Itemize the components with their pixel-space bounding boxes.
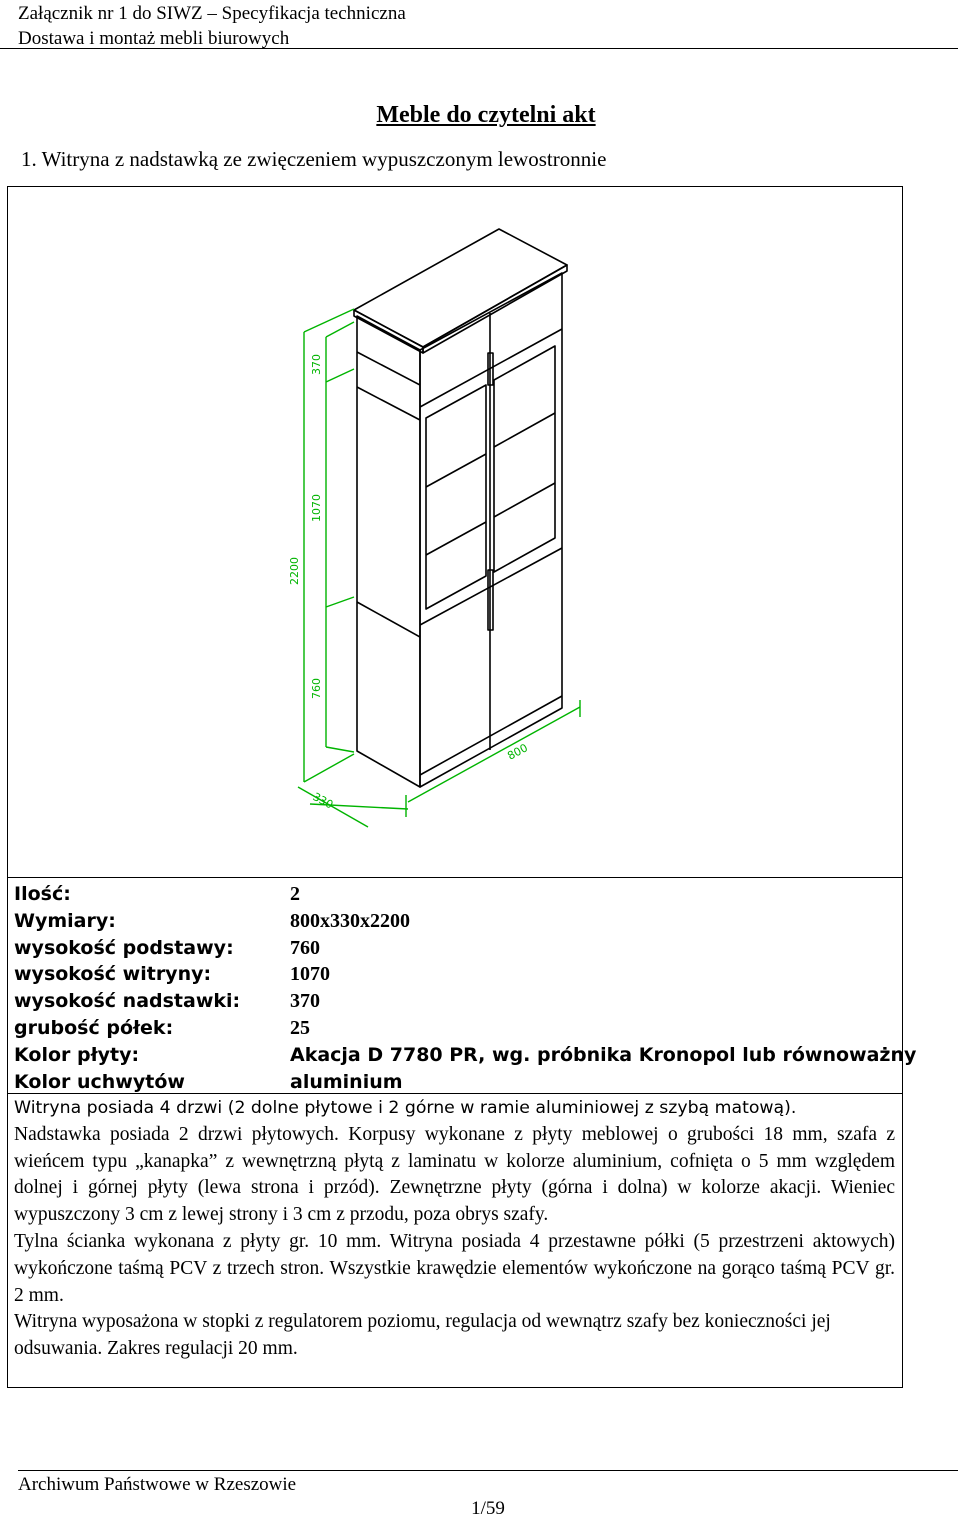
spec-value: 2 xyxy=(290,883,300,905)
header-rule xyxy=(0,48,958,49)
description-paragraph: Witryna wyposażona w stopki z regulatorem poziomu, regulacja od wewnątrz szafy bez konieczności jej odsuwania. Zakres regulacji 20 mm. xyxy=(14,1311,831,1360)
dim-label-base: 760 xyxy=(310,678,323,699)
cabinet-left-side xyxy=(357,316,420,787)
dim-label-extension: 370 xyxy=(310,354,323,375)
dim-label-depth: 330 xyxy=(310,790,336,812)
spec-value: 800x330x2200 xyxy=(290,909,410,932)
page-number: 1/59 xyxy=(471,1498,505,1519)
spec-label: wysokość podstawy: xyxy=(14,936,234,959)
drawing-separator xyxy=(8,877,902,878)
dim-label-width: 800 xyxy=(505,741,530,763)
header-line-2: Dostawa i montaż mebli biurowych xyxy=(18,28,290,49)
dim-label-total-height: 2200 xyxy=(288,557,301,585)
spec-value: 370 xyxy=(290,990,320,1013)
spec-table xyxy=(7,186,917,1388)
spec-value: 1070 xyxy=(290,963,330,986)
spec-value: Akacja D 7780 PR, wg. próbnika Kronopol lub równoważny xyxy=(290,1043,917,1066)
spec-label: Kolor płyty: xyxy=(14,1043,140,1066)
spec-label: wysokość nadstawki: xyxy=(14,990,241,1013)
description-paragraph: Witryna posiada 4 drzwi (2 dolne płytowe i 2 górne w ramie aluminiowej z szybą matową). xyxy=(14,1098,797,1118)
technical-drawing xyxy=(8,187,902,877)
footer-rule xyxy=(18,1470,958,1471)
spec-label: Kolor uchwytów xyxy=(14,1070,185,1093)
spec-label: Ilość: xyxy=(14,883,71,905)
footer-archive: Archiwum Państwowe w Rzeszowie xyxy=(18,1474,297,1495)
header-line-1: Załącznik nr 1 do SIWZ – Specyfikacja techniczna xyxy=(18,3,406,24)
description-paragraph: Nadstawka posiada 2 drzwi płytowych. Korpusy wykonane z płyty meblowej o grubości 18 mm, szafa z wieńcem typu „kanapka” z wewnętrzną płytą z laminatu w kolorze aluminium, cofnięta o 5 mm względem dolnej i górnej płyty (lewa strona i przód). Zewnętrzne płyty (górna i dolna) w kolorze akacji. Wieniec wypuszczony 3 cm z lewej strony i 3 cm z przodu, poza obrys szafy. xyxy=(14,1123,895,1226)
item-heading: 1. Witryna z nadstawką ze zwięczeniem wypuszczonym lewostronnie xyxy=(21,147,607,171)
cabinet-drawing-svg xyxy=(8,187,902,877)
description-paragraph: Tylna ścianka wykonana z płyty gr. 10 mm. Witryna posiada 4 przestawne półki (5 przestrzeni aktowych) wykończone taśmą PCV z trzech stron. Wszystkie krawędzie elementów wykończone na gorąco taśmą PCV gr. 2 mm. xyxy=(14,1230,895,1306)
page-title: Meble do czytelni akt xyxy=(376,102,596,128)
spec-label: Wymiary: xyxy=(14,909,116,932)
spec-value: 760 xyxy=(290,936,320,959)
specs-separator xyxy=(8,1093,902,1094)
spec-value: aluminium xyxy=(290,1070,403,1093)
spec-label: wysokość witryny: xyxy=(14,963,212,986)
description xyxy=(14,1095,895,1363)
dim-label-vitrine: 1070 xyxy=(310,494,323,522)
spec-value: 25 xyxy=(290,1016,310,1039)
cabinet-front xyxy=(420,273,562,787)
spec-label: grubość półek: xyxy=(14,1016,174,1039)
